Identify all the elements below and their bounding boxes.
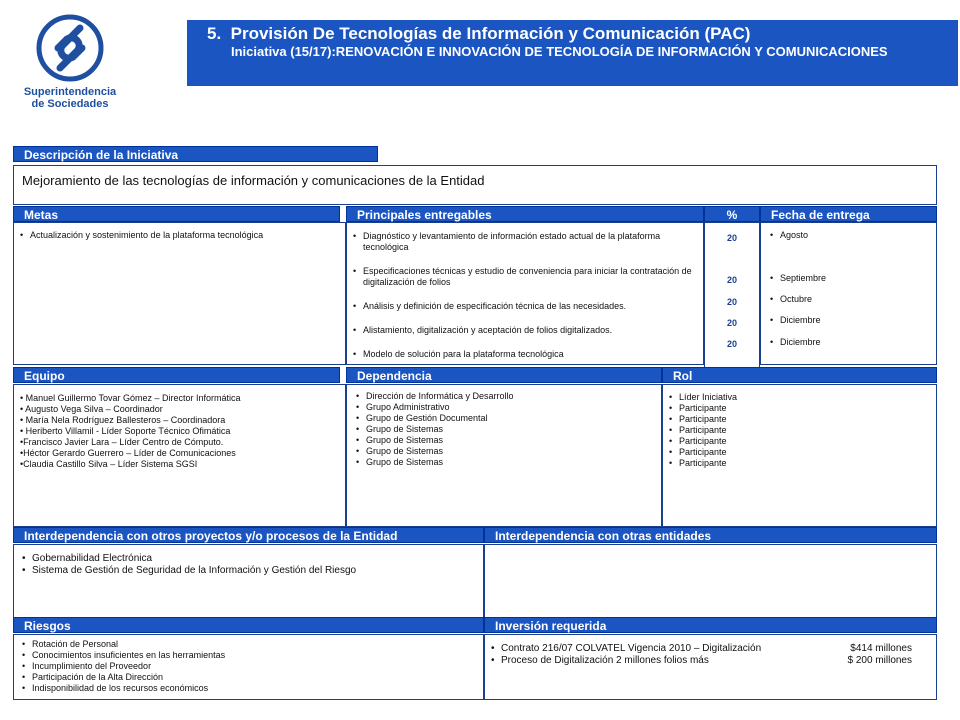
metas-list bbox=[20, 230, 345, 241]
entregables-box bbox=[346, 222, 704, 365]
list-item: • Diciembre bbox=[770, 337, 821, 347]
rol-box bbox=[662, 384, 937, 527]
list-item: • Alistamiento, digitalización y aceptación de folios digitalizados. bbox=[353, 325, 697, 336]
list-item: • Actualización y sostenimiento de la plataforma tecnológica bbox=[20, 230, 345, 241]
list-item: • Modelo de solución para la plataforma tecnológica bbox=[353, 349, 697, 360]
rol-header: Rol bbox=[662, 367, 937, 383]
dependencia-box bbox=[346, 384, 662, 527]
page-title: 5. Provisión De Tecnologías de Información y Comunicación (PAC) bbox=[207, 24, 751, 43]
list-item: • Participante bbox=[669, 414, 936, 425]
riesgos-list bbox=[22, 639, 483, 694]
porcentaje-value: 20 bbox=[726, 339, 737, 349]
list-item: • Rotación de Personal bbox=[22, 639, 483, 650]
riesgos-header: Riesgos bbox=[13, 617, 484, 633]
title-banner bbox=[187, 20, 958, 86]
porcentaje-value: 20 bbox=[726, 275, 737, 285]
metas-header: Metas bbox=[13, 206, 340, 222]
list-item: • Manuel Guillermo Tovar Gómez – Director Informática bbox=[20, 393, 241, 403]
porcentaje-value: 20 bbox=[726, 318, 737, 328]
list-item bbox=[491, 655, 912, 667]
fecha-header: Fecha de entrega bbox=[760, 206, 937, 222]
list-item: • Dirección de Informática y Desarrollo bbox=[356, 391, 661, 402]
logo bbox=[14, 14, 126, 110]
interdependencia-internos-box bbox=[13, 544, 484, 618]
list-item: •Claudia Castillo Silva – Líder Sistema SGSI bbox=[20, 459, 198, 469]
list-item: • Septiembre bbox=[770, 273, 826, 283]
list-item: • Especificaciones técnicas y estudio de conveniencia para iniciar la contratación de digitalización de folios bbox=[353, 266, 697, 288]
dependencia-list bbox=[356, 391, 661, 468]
list-item: • Análisis y definición de especificación técnica de las necesidades. bbox=[353, 301, 697, 312]
list-item: • Octubre bbox=[770, 294, 812, 304]
inversion-item-text: • Proceso de Digitalización 2 millones folios más bbox=[501, 655, 709, 666]
interdependencia-externos-box bbox=[484, 544, 937, 618]
inversion-item-amount: $ 200 millones bbox=[847, 655, 912, 666]
porcentaje-box bbox=[704, 222, 760, 369]
list-item bbox=[491, 643, 912, 655]
list-item: • María Nela Rodríguez Ballesteros – Coordinadora bbox=[20, 415, 226, 425]
list-item: • Augusto Vega Silva – Coordinador bbox=[20, 404, 163, 414]
dependencia-header: Dependencia bbox=[346, 367, 662, 383]
metas-box bbox=[13, 222, 346, 365]
logo-text bbox=[14, 86, 126, 110]
list-item: • Participación de la Alta Dirección bbox=[22, 672, 483, 683]
superintendencia-logo-icon bbox=[36, 14, 104, 82]
equipo-list bbox=[20, 393, 345, 470]
list-item: • Agosto bbox=[770, 230, 808, 240]
list-item: • Participante bbox=[669, 403, 936, 414]
porcentaje-header: % bbox=[704, 206, 760, 222]
list-item: • Sistema de Gestión de Seguridad de la Información y Gestión del Riesgo bbox=[22, 565, 483, 577]
list-item: •Héctor Gerardo Guerrero – Líder de Comunicaciones bbox=[20, 448, 236, 458]
list-item: • Diciembre bbox=[770, 315, 821, 325]
logo-line-1: Superintendencia bbox=[23, 86, 117, 98]
list-item: • Participante bbox=[669, 458, 936, 469]
entregables-list bbox=[353, 231, 697, 360]
inversion-box bbox=[484, 634, 937, 700]
list-item: • Incumplimiento del Proveedor bbox=[22, 661, 483, 672]
riesgos-box bbox=[13, 634, 484, 700]
inversion-list bbox=[491, 643, 912, 667]
inversion-header: Inversión requerida bbox=[484, 617, 937, 633]
list-item: • Grupo de Sistemas bbox=[356, 435, 661, 446]
list-item: • Gobernabilidad Electrónica bbox=[22, 553, 483, 565]
porcentaje-value: 20 bbox=[726, 233, 737, 243]
list-item: • Indisponibilidad de los recursos económicos bbox=[22, 683, 483, 694]
descripcion-box bbox=[13, 165, 937, 205]
list-item: • Participante bbox=[669, 436, 936, 447]
rol-list bbox=[669, 392, 936, 469]
list-item: • Grupo de Sistemas bbox=[356, 446, 661, 457]
interdependencia-externos-header: Interdependencia con otras entidades bbox=[484, 527, 937, 543]
list-item: •Francisco Javier Lara – Líder Centro de Cómputo. bbox=[20, 437, 224, 447]
logo-line-2: de Sociedades bbox=[31, 98, 109, 110]
interdependencia-internos-list bbox=[22, 553, 483, 577]
list-item: • Participante bbox=[669, 425, 936, 436]
list-item: • Grupo de Gestión Documental bbox=[356, 413, 661, 424]
list-item: • Diagnóstico y levantamiento de información estado actual de la plataforma tecnológica bbox=[353, 231, 697, 253]
list-item: • Participante bbox=[669, 447, 936, 458]
interdependencia-internos-header: Interdependencia con otros proyectos y/o procesos de la Entidad bbox=[13, 527, 484, 543]
list-item: • Líder Iniciativa bbox=[669, 392, 936, 403]
equipo-header: Equipo bbox=[13, 367, 340, 383]
entregables-header: Principales entregables bbox=[346, 206, 704, 222]
inversion-item-amount: $414 millones bbox=[850, 643, 912, 654]
descripcion-text: Mejoramiento de las tecnologías de información y comunicaciones de la Entidad bbox=[22, 173, 485, 188]
fecha-box bbox=[760, 222, 937, 365]
list-item: • Conocimientos insuficientes en las herramientas bbox=[22, 650, 483, 661]
descripcion-header: Descripción de la Iniciativa bbox=[13, 146, 378, 162]
list-item: • Grupo de Sistemas bbox=[356, 424, 661, 435]
inversion-item-text: • Contrato 216/07 COLVATEL Vigencia 2010 – Digitalización bbox=[501, 643, 762, 654]
list-item: • Grupo de Sistemas bbox=[356, 457, 661, 468]
list-item: • Grupo Administrativo bbox=[356, 402, 661, 413]
list-item: • Heriberto Villamil - Líder Soporte Técnico Ofimática bbox=[20, 426, 231, 436]
equipo-box bbox=[13, 384, 346, 527]
initiative-subtitle: Iniciativa (15/17):RENOVACIÓN E INNOVACIÓN DE TECNOLOGÍA DE INFORMACIÓN Y COMUNICACIONES bbox=[231, 44, 888, 59]
porcentaje-value: 20 bbox=[726, 297, 737, 307]
